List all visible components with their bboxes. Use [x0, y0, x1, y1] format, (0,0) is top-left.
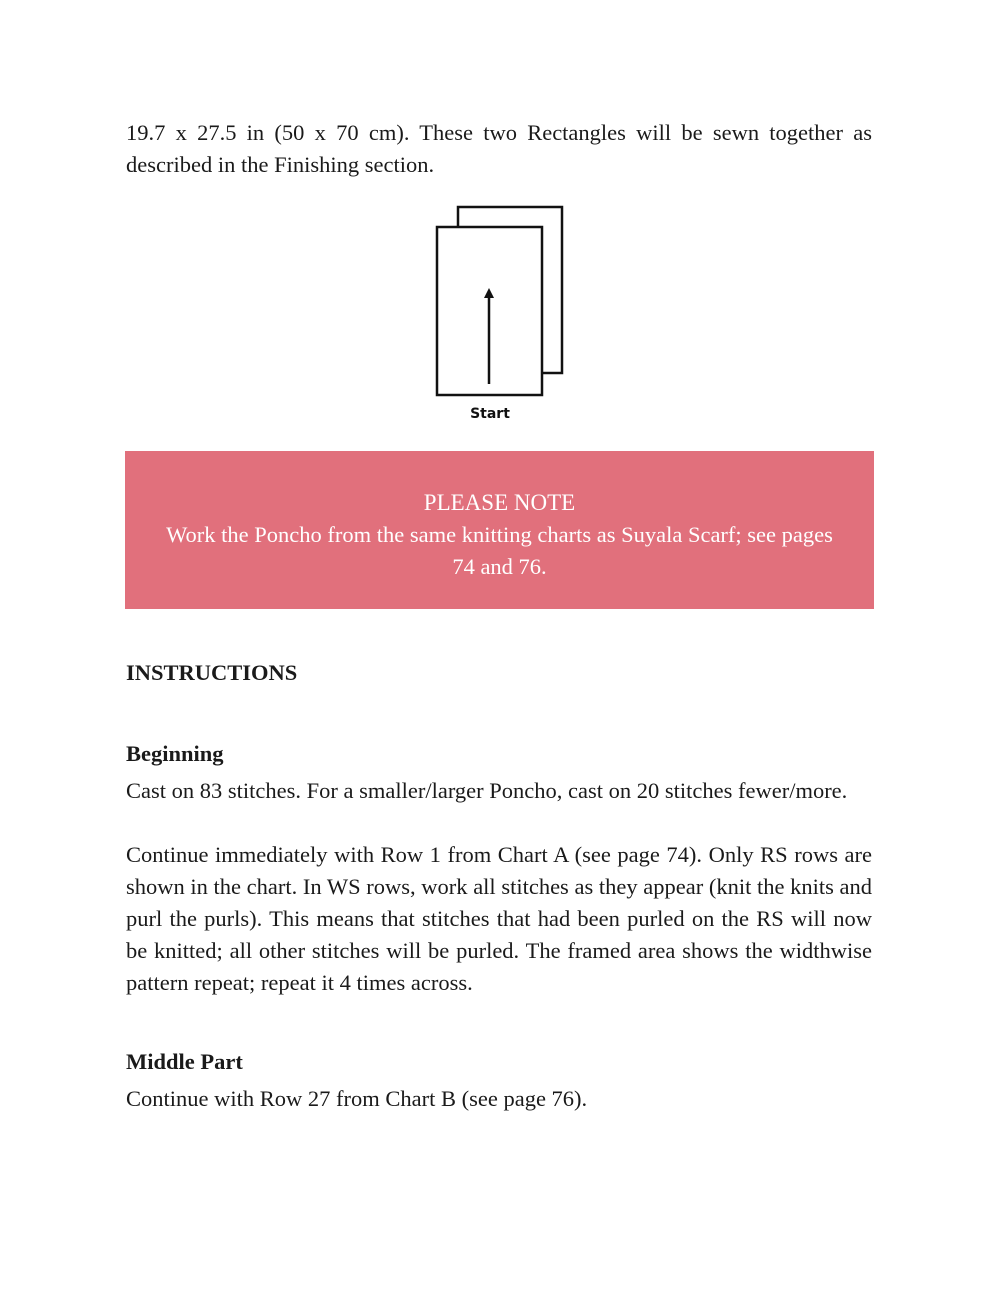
please-note-body: Work the Poncho from the same knitting charts as Suyala Scarf; see pages 74 and 76.	[166, 522, 833, 579]
middle-part-heading: Middle Part	[126, 1049, 243, 1074]
middle-part-paragraph: Continue with Row 27 from Chart B (see page 76).	[126, 1086, 588, 1111]
please-note-title: PLEASE NOTE	[423, 490, 576, 515]
please-note-box	[125, 451, 874, 609]
start-label: Start	[470, 406, 510, 422]
instructions-heading: INSTRUCTIONS	[126, 660, 298, 685]
rectangles-diagram	[420, 196, 580, 432]
intro-paragraph: 19.7 x 27.5 in (50 x 70 cm). These two Rectangles will be sewn together as described in the Finishing section.	[126, 120, 872, 177]
beginning-paragraph-1: Cast on 83 stitches. For a smaller/larger Poncho, cast on 20 stitches fewer/more.	[126, 778, 848, 803]
beginning-paragraph-2: Continue immediately with Row 1 from Chart A (see page 74). Only RS rows are shown in the chart. In WS rows, work all stitches as they appear (knit the knits and purl the purls). This means that stitches that had been purled on the RS will now be knitted; all other stitches will be purled. The framed area shows the widthwise pattern repeat; repeat it 4 times across.	[126, 842, 872, 995]
beginning-heading: Beginning	[126, 741, 224, 766]
